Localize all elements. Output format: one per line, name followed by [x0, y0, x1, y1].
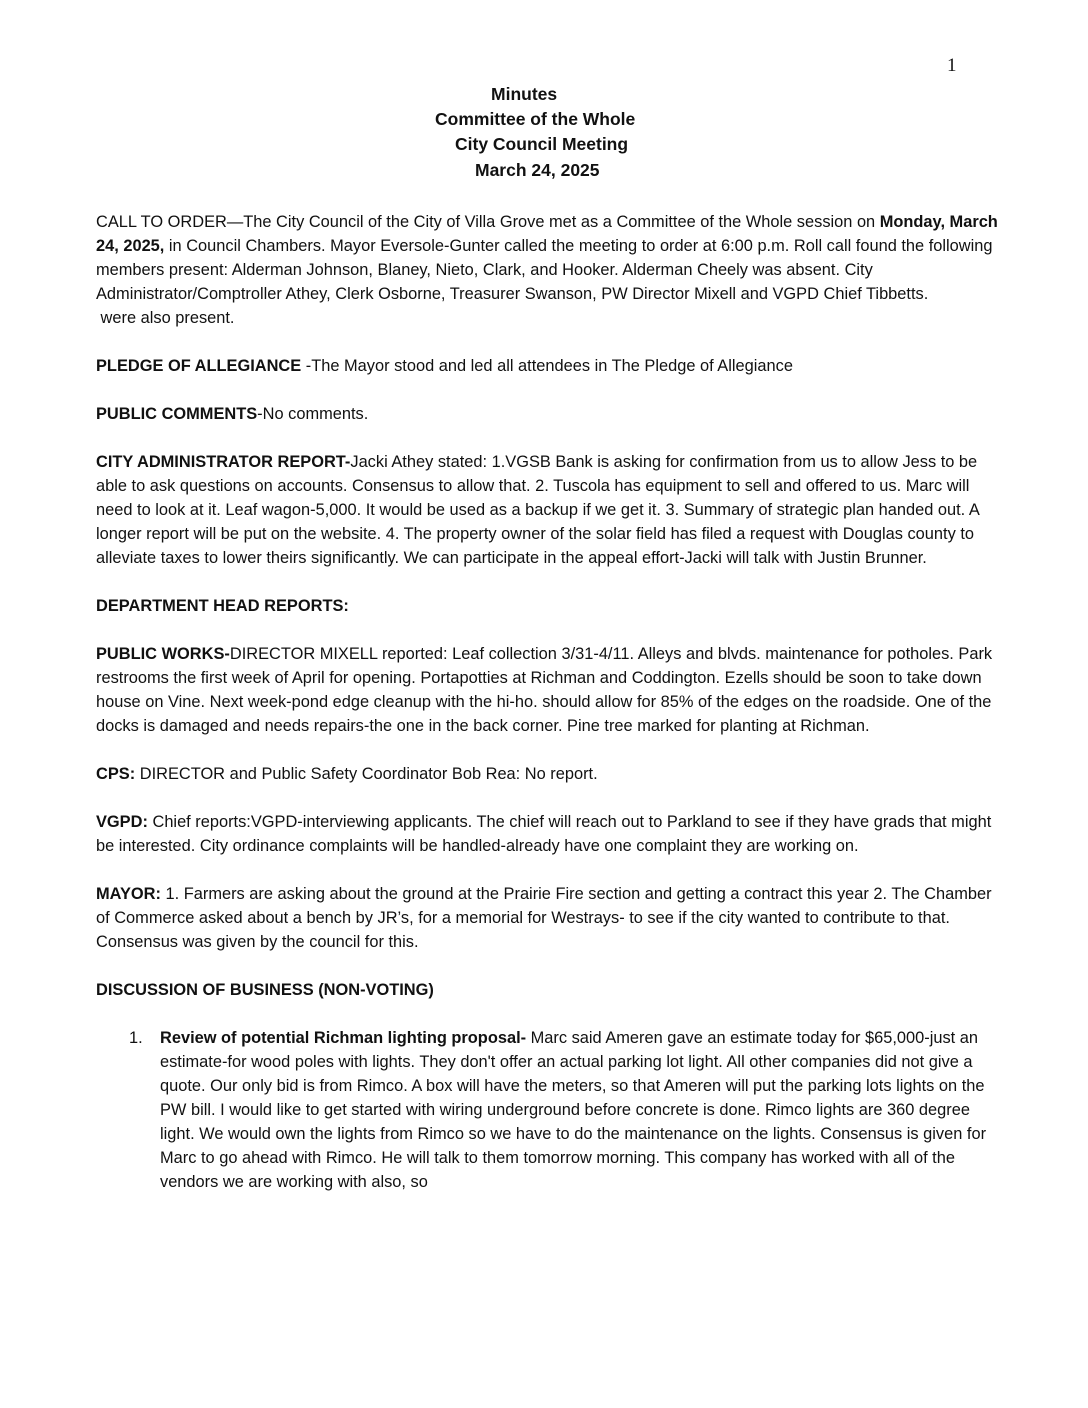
title-minutes: Minutes: [491, 84, 558, 104]
minutes-body: [96, 210, 1006, 1194]
list-item: [96, 1026, 1006, 1194]
vgpd-text: Chief reports:VGPD-interviewing applicants. The chief will reach out to Parkland to see if they have grads that might be interested. City ordinance complaints will be handled-already have one complaint they are working on.: [96, 813, 992, 855]
pledge-label: PLEDGE OF ALLEGIANCE: [96, 357, 302, 375]
dept-heads-label: DEPARTMENT HEAD REPORTS:: [96, 597, 349, 615]
dept-heads-heading: [96, 594, 1006, 618]
public-comments-label: PUBLIC COMMENTS: [96, 405, 258, 423]
call-to-order-lead: CALL TO ORDER—The City Council of the City of Villa Grove met as a Committee of the Whole session on: [96, 213, 880, 231]
discussion-list: [96, 1026, 1006, 1194]
list-item-text: Marc said Ameren gave an estimate today for $65,000-just an estimate-for wood poles with lights. They don't offer an actual parking lot light. All other companies did not give a quote. Our only bid is from Rimco. A box will have the meters, so that Ameren will put the parking lots lights on the PW bill. I would like to get started with wiring underground before concrete is done. Rimco lights are 360 degree light. We would own the lights from Rimco so we have to do the maintenance on the lights. Consensus is given for Marc to go ahead with Rimco. He will talk to them tomorrow morning. This company has worked with all of the vendors we are working with also, so: [160, 1029, 987, 1191]
public-works-text: DIRECTOR MIXELL reported: Leaf collection 3/31-4/11. Alleys and blvds. maintenance for potholes. Park restrooms the first week of April for opening. Portapotties at Richman and Coddington. Ezells should be soon to take down house on Vine. Next week-pond edge cleanup with the hi-ho. should allow for 85% of the edges on the roadside. One of the docks is damaged and needs repairs-the one in the back corner. Pine tree marked for planting at Richman.: [96, 645, 993, 735]
public-comments-text: -No comments.: [257, 405, 369, 423]
admin-report-section: [96, 450, 1006, 570]
discussion-heading: [96, 978, 1006, 1002]
mayor-label: MAYOR:: [96, 885, 161, 903]
pledge-section: [96, 354, 1006, 378]
title-meeting: City Council Meeting: [455, 134, 629, 154]
call-to-order-tail: [96, 306, 1006, 330]
admin-report-text: Jacki Athey stated: 1.VGSB Bank is asking for confirmation from us to allow Jess to be able to ask questions on accounts. Consensus to allow that. 2. Tuscola has equipment to sell and offered to us. Marc will need to look at it. Leaf wagon-5,000. It would be used as a backup if we get it. 3. Summary of strategic plan handed out. A longer report will be put on the website. 4. The property owner of the solar field has filed a request with Douglas county to alleviate taxes to lower theirs significantly. We can participate in the appeal effort-Jacki will talk with Justin Brunner.: [96, 453, 979, 567]
list-item-title: Review of potential Richman lighting proposal-: [160, 1029, 527, 1047]
mayor-section: [96, 882, 1006, 954]
page-number: 1: [947, 55, 957, 76]
vgpd-section: [96, 810, 1006, 858]
cps-label: CPS:: [96, 765, 136, 783]
title-committee: Committee of the Whole: [435, 109, 636, 129]
call-to-order-section: [96, 210, 1006, 306]
title-date: March 24, 2025: [475, 160, 600, 180]
list-item-number: 1.: [129, 1029, 143, 1047]
public-works-section: [96, 642, 1006, 738]
mayor-text: 1. Farmers are asking about the ground at the Prairie Fire section and getting a contract this year 2. The Chamber of Commerce asked about a bench by JR’s, for a memorial for Westrays- to see if the city wanted to contribute to that. Consensus was given by the council for this.: [96, 885, 992, 951]
call-to-order-tail-text: were also present.: [96, 309, 235, 327]
public-works-label: PUBLIC WORKS-: [96, 645, 230, 663]
pledge-text: -The Mayor stood and led all attendees in The Pledge of Allegiance: [301, 357, 793, 375]
meeting-date: Monday, March 24, 2025,: [96, 213, 998, 255]
public-comments-section: [96, 402, 1006, 426]
admin-report-label: CITY ADMINISTRATOR REPORT-: [96, 453, 351, 471]
discussion-label: DISCUSSION OF BUSINESS (NON-VOTING): [96, 981, 434, 999]
vgpd-label: VGPD:: [96, 813, 148, 831]
cps-text: DIRECTOR and Public Safety Coordinator Bob Rea: No report.: [135, 765, 598, 783]
call-to-order-text: in Council Chambers. Mayor Eversole-Gunter called the meeting to order at 6:00 p.m. Roll call found the following members present: Alderman Johnson, Blaney, Nieto, Clark, and Hooker. Alderman Cheely was absent. City Administrator/Comptroller Athey, Clerk Osborne, Treasurer Swanson, PW Director Mixell and VGPD Chief Tibbetts.: [96, 237, 993, 303]
cps-section: [96, 762, 1006, 786]
